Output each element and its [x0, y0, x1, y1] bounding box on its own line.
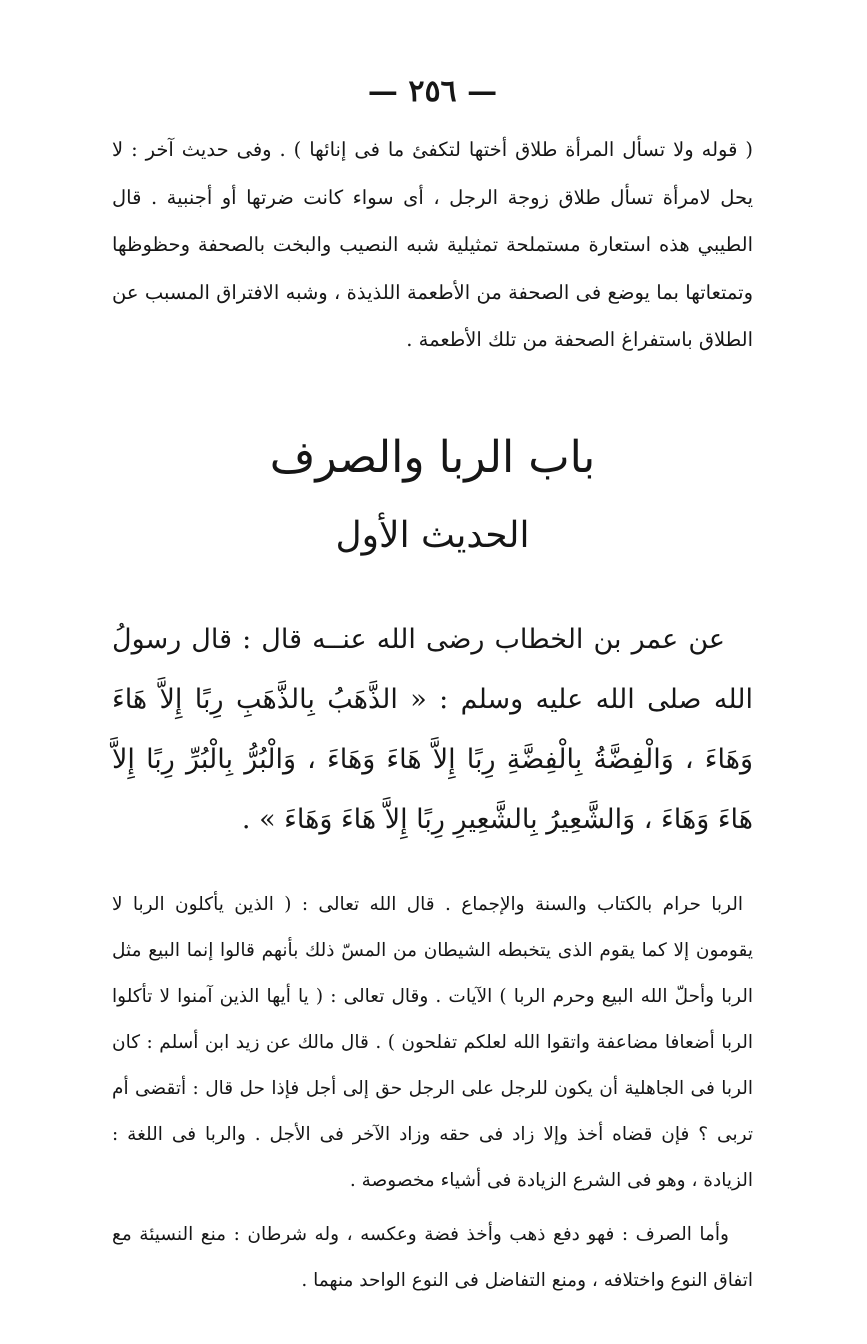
hadith-text: عن عمر بن الخطاب رضى الله عنــه قال : قال رسولُ الله صلى الله عليه وسلم : « الذَّهَبُ بِالذَّهَبِ رِبًا إِلاَّ هَاءَ وَهَاءَ ، وَالْفِضَّةُ بِالْفِضَّةِ رِبًا إِلاَّ هَاءَ وَهَاءَ ، وَالْبُرُّ بِالْبُرِّ رِبًا إِلاَّ هَاءَ وَهَاءَ ، وَالشَّعِيرُ بِالشَّعِيرِ رِبًا إِلاَّ هَاءَ وَهَاءَ » .: [112, 623, 753, 835]
page-number: — ٢٥٦ —: [367, 74, 498, 109]
hadith-title: الحديث الأول: [335, 514, 530, 556]
chapter-title: باب الربا والصرف: [269, 431, 596, 483]
explanation-paragraph: الربا حرام بالكتاب والسنة والإجماع . قال الله تعالى : ( الذين يأكلون الربا لا يقومون إلا كما يقوم الذى يتخبطه الشيطان من المسّ ذلك بأنهم قالوا إنما البيع مثل الربا وأحلّ الله البيع وحرم الربا ) الآيات . وقال تعالى : ( يا أيها الذين آمنوا لا تأكلوا الربا أضعافا مضاعفة واتقوا الله لعلكم تفلحون ) . قال مالك عن زيد ابن أسلم : كان الربا فى الجاهلية أن يكون للرجل على الرجل حق إلى أجل فإذا حل قال : أتقضى أم تربى ؟ فإن قضاه أخذ وإلا زاد فى حقه وزاد الآخر فى الأجل . والربا فى اللغة : الزيادة ، وهو فى الشرع الزيادة فى أشياء مخصوصة .: [112, 893, 753, 1191]
sarf-paragraph: وأما الصرف : فهو دفع ذهب وأخذ فضة وعكسه ، وله شرطان : منع النسيئة مع اتفاق النوع واختلافه ، ومنع التفاضل فى النوع الواحد منهما .: [112, 1223, 753, 1291]
commentary-paragraph: ( قوله ولا تسأل المرأة طلاق أختها لتكفئ ما فى إنائها ) . وفى حديث آخر : لا يحل لامرأة تسأل طلاق زوجة الرجل ، أى سواء كانت ضرتها أو أجنبية . قال الطيبي هذه استعارة مستملحة تمثيلية شبه النصيب والبخت بالصحفة وحظوظها وتمتعاتها بما يوضع فى الصحفة من الأطعمة اللذيذة ، وشبه الافتراق المسبب عن الطلاق باستفراغ الصحفة من تلك الأطعمة .: [112, 138, 753, 351]
